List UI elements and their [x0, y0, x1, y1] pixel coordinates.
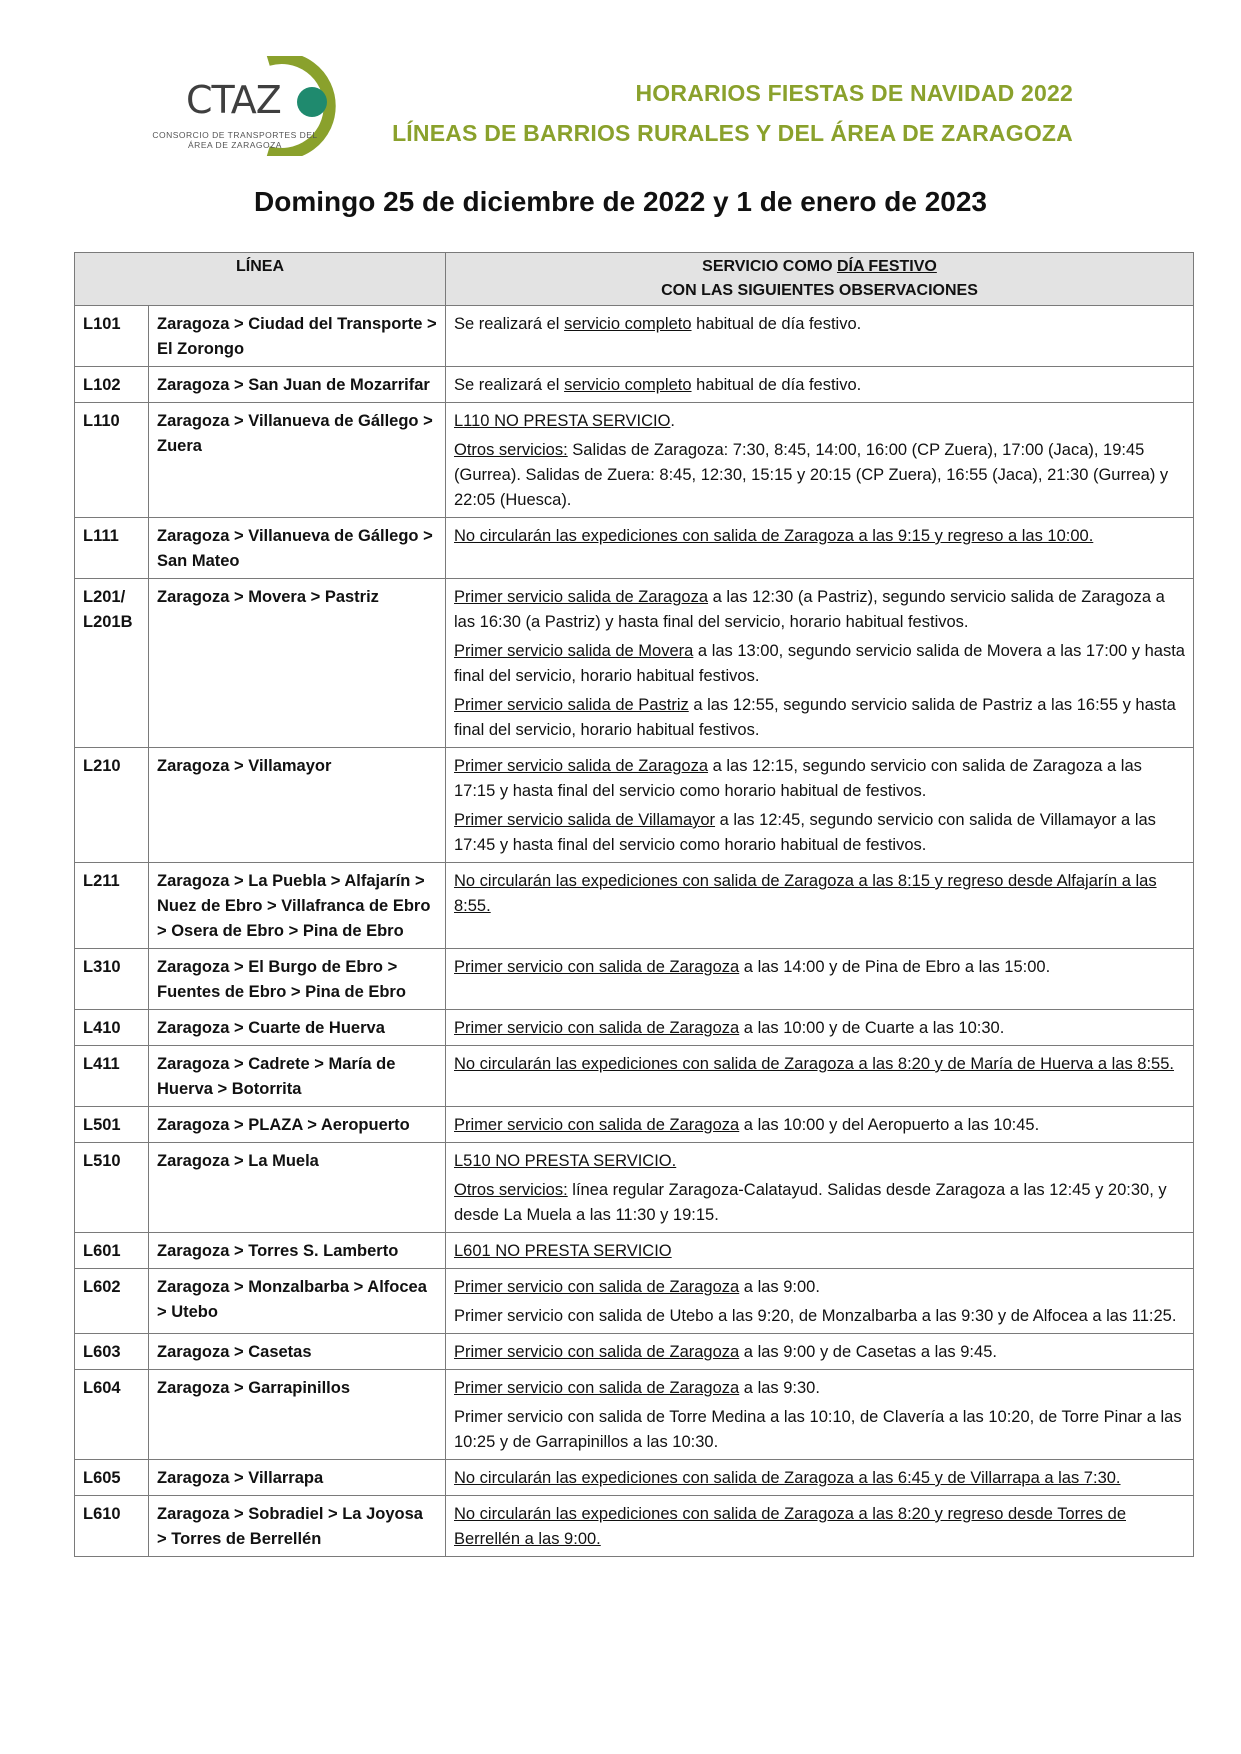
- line-code: L411: [75, 1046, 149, 1107]
- service-observations: [446, 863, 1194, 949]
- observation-text: Primer servicio con salida de Utebo a las 9:20, de Monzalbarba a las 9:30 y de Alfocea a las 11:25.: [454, 1307, 1177, 1325]
- schedule-table: [74, 252, 1194, 1557]
- observation-paragraph: [454, 438, 1185, 513]
- observation-text: No circularán las expediciones con salida de Zaragoza a las 6:45 y de Villarrapa a las 7:30.: [454, 1469, 1121, 1487]
- line-code: L601: [75, 1233, 149, 1269]
- observation-text: Se realizará el: [454, 315, 565, 333]
- line-code: L210: [75, 748, 149, 863]
- observation-paragraph: [454, 639, 1185, 689]
- observation-paragraph: [454, 754, 1185, 804]
- observation-text: Primer servicio con salida de Torre Medina a las 10:10, de Clavería a las 10:20, de Torre Pinar a las 10:25 y de Garrapinillos a las 10:30.: [454, 1408, 1182, 1451]
- observation-text: a las 10:00 y del Aeropuerto a las 10:45.: [739, 1116, 1040, 1134]
- line-code: L201/ L201B: [75, 579, 149, 748]
- line-code: L602: [75, 1269, 149, 1334]
- line-route: Zaragoza > La Muela: [149, 1143, 446, 1233]
- observation-text: No circularán las expediciones con salida de Zaragoza a las 9:15 y regreso a las 10:00.: [454, 527, 1094, 545]
- observation-paragraph: [454, 1466, 1185, 1491]
- table-row: [75, 1107, 1194, 1143]
- line-route: Zaragoza > Monzalbarba > Alfocea > Utebo: [149, 1269, 446, 1334]
- observation-text: Primer servicio con salida de Zaragoza: [454, 1116, 740, 1134]
- line-route: Zaragoza > Villanueva de Gállego > San Mateo: [149, 518, 446, 579]
- observation-paragraph: [454, 1340, 1185, 1365]
- observation-text: a las 10:00 y de Cuarte a las 10:30.: [739, 1019, 1005, 1037]
- observation-paragraph: [454, 1052, 1185, 1077]
- observation-text: No circularán las expediciones con salida de Zaragoza a las 8:20 y regreso desde Torres de Berrellén a las 9:00.: [454, 1505, 1126, 1548]
- table-header-row: [75, 253, 1194, 306]
- observation-text: Primer servicio con salida de Zaragoza: [454, 1019, 740, 1037]
- column-header-service-line2: CON LAS SIGUIENTES OBSERVACIONES: [661, 282, 978, 299]
- service-observations: [446, 403, 1194, 518]
- service-observations: [446, 367, 1194, 403]
- line-code: L604: [75, 1370, 149, 1460]
- observation-text: Primer servicio con salida de Zaragoza: [454, 1343, 740, 1361]
- table-row: [75, 1046, 1194, 1107]
- observation-text: Primer servicio con salida de Zaragoza: [454, 1278, 740, 1296]
- service-observations: [446, 306, 1194, 367]
- line-route: Zaragoza > El Burgo de Ebro > Fuentes de Ebro > Pina de Ebro: [149, 949, 446, 1010]
- observation-paragraph: [454, 955, 1185, 980]
- line-route: Zaragoza > Cadrete > María de Huerva > Botorrita: [149, 1046, 446, 1107]
- column-header-line-label: LÍNEA: [236, 258, 284, 275]
- table-row: [75, 1269, 1194, 1334]
- service-observations: [446, 1460, 1194, 1496]
- observation-paragraph: [454, 1178, 1185, 1228]
- line-code: L501: [75, 1107, 149, 1143]
- line-code: L211: [75, 863, 149, 949]
- observation-text: habitual de día festivo.: [691, 376, 862, 394]
- observation-text: No circularán las expediciones con salida de Zaragoza a las 8:15 y regreso desde Alfajarín a las 8:55.: [454, 872, 1157, 915]
- observation-text: a las 12:55, segundo servicio salida de Pastriz a las 16:55 y hasta final del servicio, horario habitual festivos.: [454, 696, 1176, 739]
- table-row: [75, 1460, 1194, 1496]
- line-route: Zaragoza > Torres S. Lamberto: [149, 1233, 446, 1269]
- table-row: [75, 863, 1194, 949]
- line-code: L603: [75, 1334, 149, 1370]
- ctaz-logo: [150, 56, 365, 156]
- observation-text: Otros servicios:: [454, 441, 568, 459]
- header-line-2: LÍNEAS DE BARRIOS RURALES Y DEL ÁREA DE ZARAGOZA: [392, 120, 1073, 146]
- line-code: L610: [75, 1496, 149, 1557]
- observation-text: a las 12:45, segundo servicio con salida de Villamayor a las 17:45 y hasta final del servicio como horario habitual de festivos.: [454, 811, 1156, 854]
- table-row: [75, 579, 1194, 748]
- observation-text: L510 NO PRESTA SERVICIO.: [454, 1152, 677, 1170]
- table-row: [75, 1334, 1194, 1370]
- observation-text: servicio completo: [564, 376, 692, 394]
- observation-paragraph: [454, 524, 1185, 549]
- line-route: Zaragoza > San Juan de Mozarrifar: [149, 367, 446, 403]
- table-row: [75, 1370, 1194, 1460]
- observation-text: a las 13:00, segundo servicio salida de Movera a las 17:00 y hasta final del servicio, horario habitual festivos.: [454, 642, 1185, 685]
- line-route: Zaragoza > Casetas: [149, 1334, 446, 1370]
- line-code: L310: [75, 949, 149, 1010]
- observation-text: L601 NO PRESTA SERVICIO: [454, 1242, 672, 1260]
- line-code: L111: [75, 518, 149, 579]
- observation-paragraph: [454, 1502, 1185, 1552]
- table-row: [75, 1496, 1194, 1557]
- observation-text: servicio completo: [564, 315, 692, 333]
- line-route: Zaragoza > Garrapinillos: [149, 1370, 446, 1460]
- line-code: L410: [75, 1010, 149, 1046]
- observation-paragraph: [454, 1376, 1185, 1401]
- service-observations: [446, 1233, 1194, 1269]
- observation-text: a las 12:30 (a Pastriz), segundo servicio salida de Zaragoza a las 16:30 (a Pastriz) y hasta final del servicio, horario habitual festivos.: [454, 588, 1165, 631]
- observation-text: Primer servicio con salida de Zaragoza: [454, 958, 740, 976]
- logo-dot-icon: [297, 87, 327, 117]
- observation-text: a las 9:00 y de Casetas a las 9:45.: [739, 1343, 997, 1361]
- line-route: Zaragoza > Movera > Pastriz: [149, 579, 446, 748]
- observation-paragraph: [454, 1239, 1185, 1264]
- observation-text: a las 9:00.: [739, 1278, 820, 1296]
- observation-text: Primer servicio salida de Movera: [454, 642, 694, 660]
- service-observations: [446, 748, 1194, 863]
- observation-paragraph: [454, 1405, 1185, 1455]
- column-header-service-prefix: SERVICIO COMO: [702, 258, 837, 275]
- line-route: Zaragoza > Villarrapa: [149, 1460, 446, 1496]
- line-route: Zaragoza > Ciudad del Transporte > El Zorongo: [149, 306, 446, 367]
- observation-text: .: [670, 412, 676, 430]
- observation-text: línea regular Zaragoza-Calatayud. Salidas desde Zaragoza a las 12:45 y 20:30, y desde La Muela a las 11:30 y 19:15.: [454, 1181, 1167, 1224]
- service-observations: [446, 579, 1194, 748]
- table-row: [75, 1010, 1194, 1046]
- observation-text: Primer servicio salida de Zaragoza: [454, 757, 709, 775]
- table-row: [75, 367, 1194, 403]
- observation-text: No circularán las expediciones con salida de Zaragoza a las 8:20 y de María de Huerva a las 8:55.: [454, 1055, 1174, 1073]
- observation-text: Otros servicios:: [454, 1181, 568, 1199]
- observation-text: Se realizará el: [454, 376, 565, 394]
- observation-paragraph: [454, 1149, 1185, 1174]
- service-observations: [446, 518, 1194, 579]
- service-observations: [446, 1496, 1194, 1557]
- table-row: [75, 949, 1194, 1010]
- observation-paragraph: [454, 1275, 1185, 1300]
- observation-text: a las 9:30.: [739, 1379, 820, 1397]
- service-observations: [446, 949, 1194, 1010]
- table-row: [75, 748, 1194, 863]
- service-observations: [446, 1046, 1194, 1107]
- table-row: [75, 518, 1194, 579]
- observation-paragraph: [454, 585, 1185, 635]
- line-route: Zaragoza > Villamayor: [149, 748, 446, 863]
- column-header-line: [75, 253, 446, 306]
- logo-subtitle: CONSORCIO DE TRANSPORTES DEL ÁREA DE ZARAGOZA: [152, 130, 318, 150]
- observation-paragraph: [454, 693, 1185, 743]
- service-observations: [446, 1143, 1194, 1233]
- line-code: L101: [75, 306, 149, 367]
- observation-text: Salidas de Zaragoza: 7:30, 8:45, 14:00, 16:00 (CP Zuera), 17:00 (Jaca), 19:45 (Gurrea). Salidas de Zuera: 8:45, 12:30, 15:15 y 20:15 (CP Zuera), 16:55 (Jaca), 21:30 (Gurrea) y 22:05 (Huesca).: [454, 441, 1169, 509]
- observation-paragraph: [454, 409, 1185, 434]
- column-header-service-underlined: DÍA FESTIVO: [836, 258, 937, 275]
- line-route: Zaragoza > PLAZA > Aeropuerto: [149, 1107, 446, 1143]
- observation-text: Primer servicio con salida de Zaragoza: [454, 1379, 740, 1397]
- service-observations: [446, 1370, 1194, 1460]
- page-title: Domingo 25 de diciembre de 2022 y 1 de enero de 2023: [254, 186, 987, 217]
- column-header-service: [446, 253, 1194, 306]
- observation-text: Primer servicio salida de Villamayor: [454, 811, 716, 829]
- observation-paragraph: [454, 1113, 1185, 1138]
- service-observations: [446, 1107, 1194, 1143]
- service-observations: [446, 1010, 1194, 1046]
- line-route: Zaragoza > La Puebla > Alfajarín > Nuez de Ebro > Villafranca de Ebro > Osera de Ebro > Pina de Ebro: [149, 863, 446, 949]
- line-route: Zaragoza > Sobradiel > La Joyosa > Torres de Berrellén: [149, 1496, 446, 1557]
- observation-paragraph: [454, 373, 1185, 398]
- line-code: L102: [75, 367, 149, 403]
- logo-letters: CTAZ: [186, 78, 281, 122]
- observation-text: a las 12:15, segundo servicio con salida de Zaragoza a las 17:15 y hasta final del servicio como horario habitual de festivos.: [454, 757, 1142, 800]
- service-observations: [446, 1334, 1194, 1370]
- observation-text: a las 14:00 y de Pina de Ebro a las 15:00.: [739, 958, 1051, 976]
- table-row: [75, 403, 1194, 518]
- table-row: [75, 306, 1194, 367]
- line-route: Zaragoza > Cuarte de Huerva: [149, 1010, 446, 1046]
- table-row: [75, 1233, 1194, 1269]
- observation-paragraph: [454, 312, 1185, 337]
- observation-text: L110 NO PRESTA SERVICIO: [454, 412, 671, 430]
- observation-text: habitual de día festivo.: [691, 315, 862, 333]
- line-code: L605: [75, 1460, 149, 1496]
- observation-text: Primer servicio salida de Zaragoza: [454, 588, 709, 606]
- line-code: L510: [75, 1143, 149, 1233]
- observation-paragraph: [454, 1304, 1185, 1329]
- observation-paragraph: [454, 869, 1185, 919]
- header-line-1: HORARIOS FIESTAS DE NAVIDAD 2022: [635, 80, 1073, 106]
- service-observations: [446, 1269, 1194, 1334]
- line-route: Zaragoza > Villanueva de Gállego > Zuera: [149, 403, 446, 518]
- observation-paragraph: [454, 1016, 1185, 1041]
- observation-paragraph: [454, 808, 1185, 858]
- table-row: [75, 1143, 1194, 1233]
- line-code: L110: [75, 403, 149, 518]
- observation-text: Primer servicio salida de Pastriz: [454, 696, 689, 714]
